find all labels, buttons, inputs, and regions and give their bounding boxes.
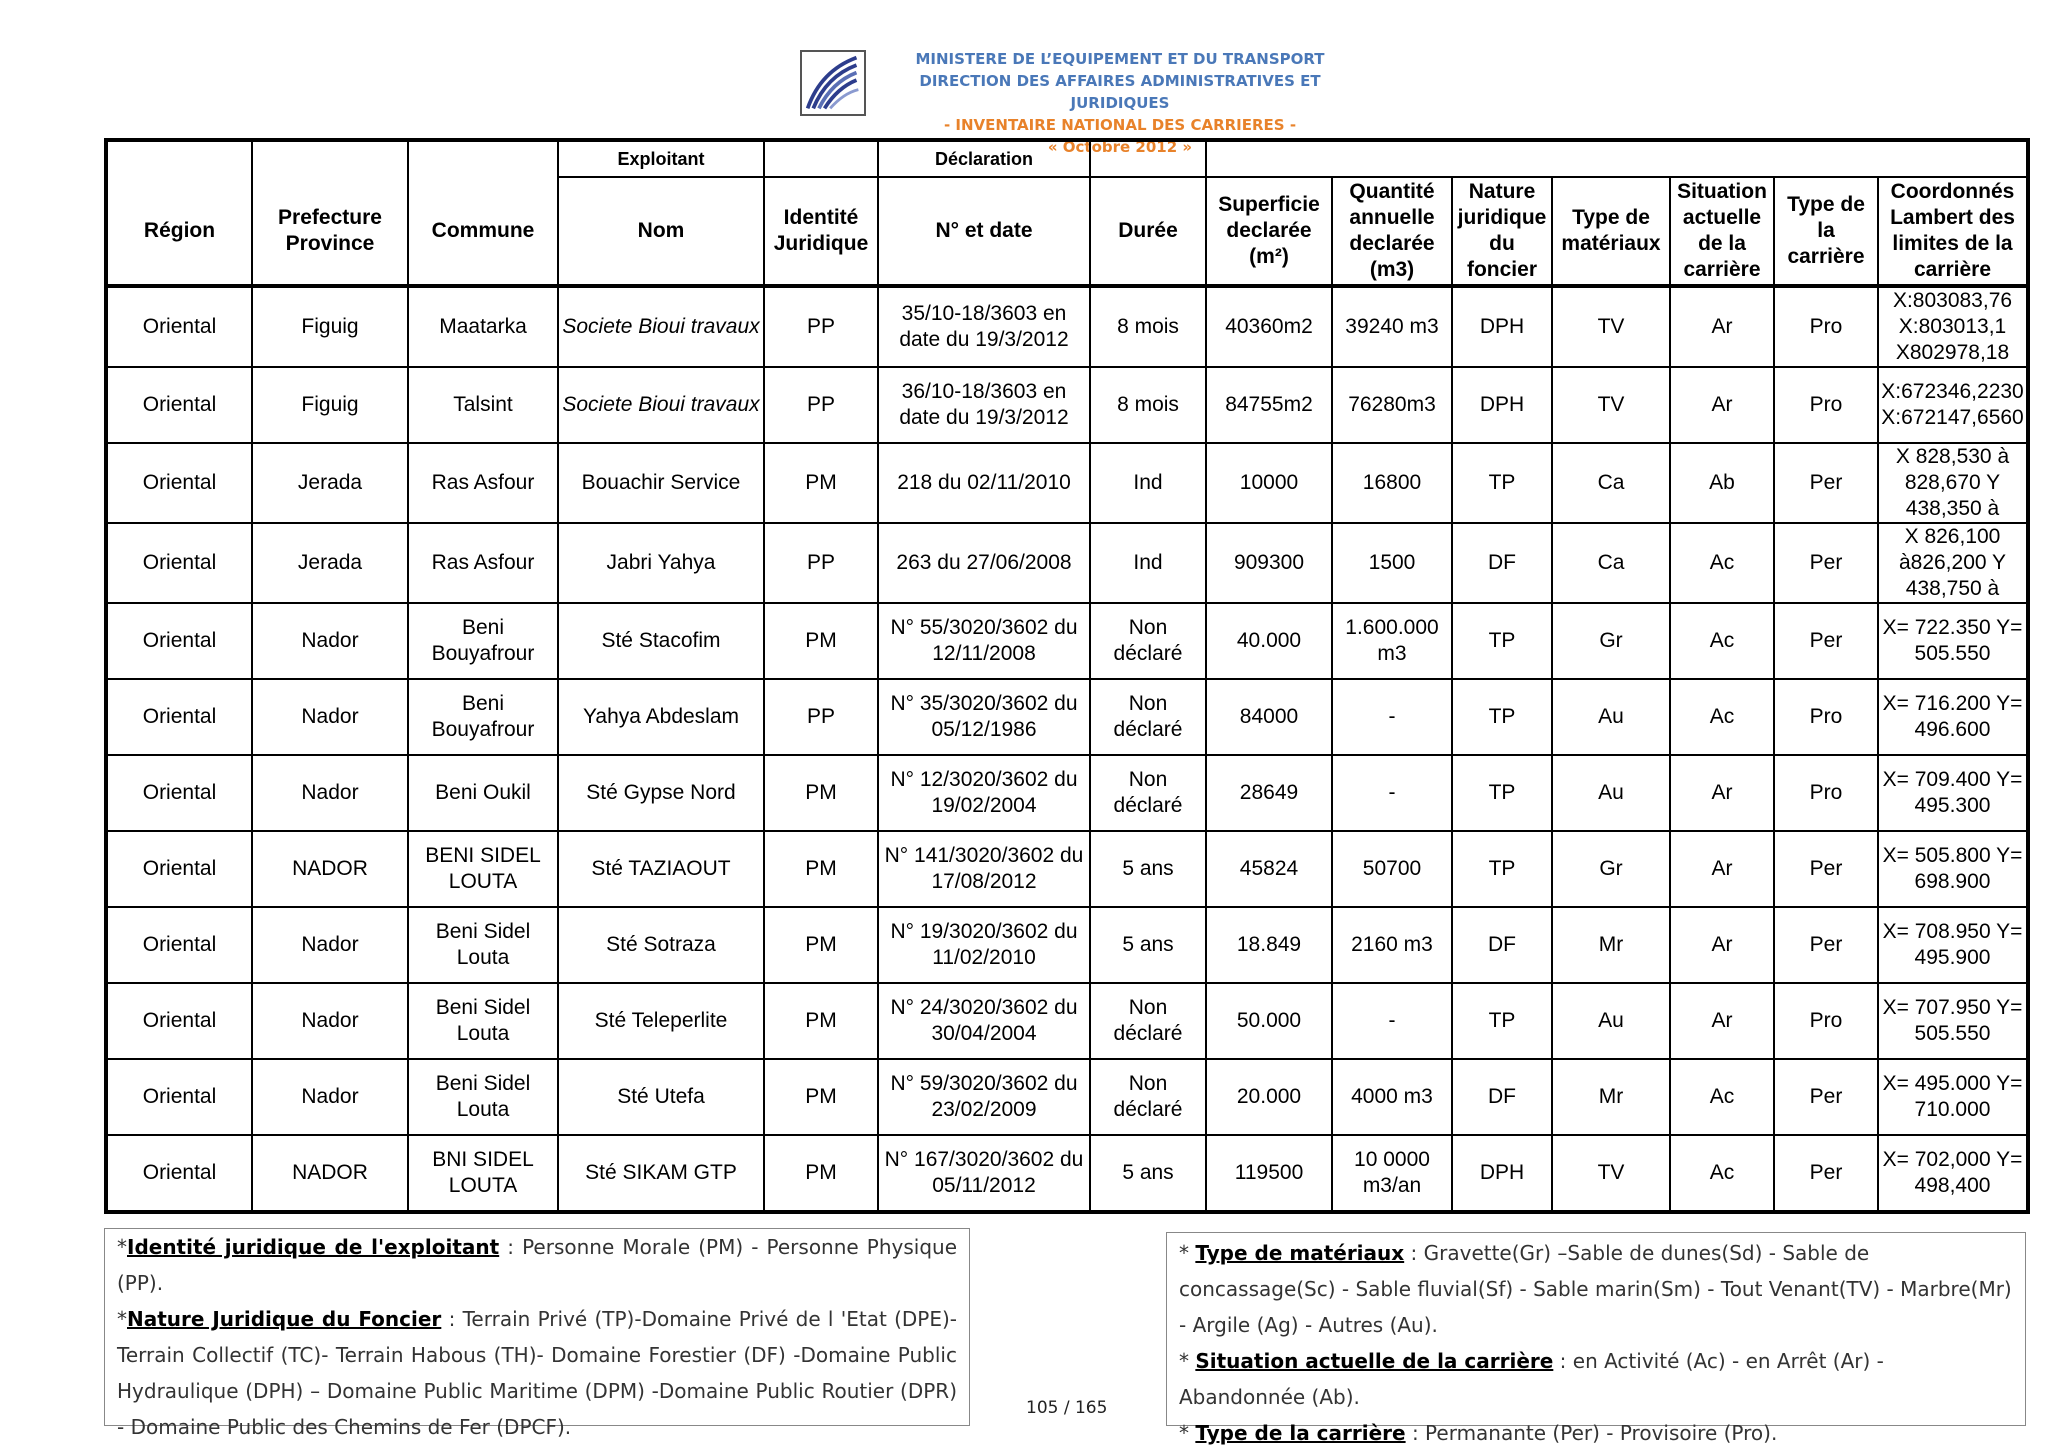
cell-commune: Beni Sidel Louta (408, 1059, 558, 1135)
cell-superficie: 10000 (1206, 443, 1332, 523)
cell-num-date: 218 du 02/11/2010 (878, 443, 1090, 523)
cell-type: Per (1774, 523, 1878, 603)
col-header-type: Type de la carrière (1774, 177, 1878, 286)
cell-identite: PM (764, 603, 878, 679)
cell-num-date: N° 35/3020/3602 du 05/12/1986 (878, 679, 1090, 755)
cell-duree: Non déclaré (1090, 1059, 1206, 1135)
cell-duree: Non déclaré (1090, 679, 1206, 755)
cell-coord: X= 702,000 Y= 498,400 (1878, 1135, 2028, 1212)
legend-right (1166, 1232, 2026, 1445)
cell-nom: Sté Teleperlite (558, 983, 764, 1059)
legend-nature-title: Nature Juridique du Foncier (127, 1307, 442, 1331)
legend-identite: *Identité juridique de l'exploitant : Personne Morale (PM) - Personne Physique (PP). (117, 1235, 958, 1295)
cell-region: Oriental (106, 679, 252, 755)
cell-coord: X= 495.000 Y= 710.000 (1878, 1059, 2028, 1135)
col-header-num-date: N° et date (878, 177, 1090, 286)
col-header-identite: Identité Juridique (764, 177, 878, 286)
cell-nom: Bouachir Service (558, 443, 764, 523)
cell-type: Per (1774, 831, 1878, 907)
cell-situation: Ac (1670, 1059, 1774, 1135)
legend-situation-title: Situation actuelle de la carrière (1195, 1349, 1554, 1373)
cell-num-date: N° 167/3020/3602 du 05/11/2012 (878, 1135, 1090, 1212)
legend-type-text: : Permanante (Per) - Provisoire (Pro). (1411, 1421, 1778, 1445)
group-header-declaration: Déclaration (878, 140, 1090, 177)
cell-identite: PP (764, 523, 878, 603)
legend-situation: * Situation actuelle de la carrière : en Activité (Ac) - en Arrêt (Ar) - Abandonnée (Ab). (1179, 1349, 1884, 1409)
cell-num-date: N° 59/3020/3602 du 23/02/2009 (878, 1059, 1090, 1135)
cell-coord: X= 709.400 Y= 495.300 (1878, 755, 2028, 831)
cell-commune: Beni Bouyafrour (408, 679, 558, 755)
cell-coord: X 826,100 à826,200 Y 438,750 à (1878, 523, 2028, 603)
cell-nom: Yahya Abdeslam (558, 679, 764, 755)
cell-superficie: 119500 (1206, 1135, 1332, 1212)
cell-superficie: 40.000 (1206, 603, 1332, 679)
cell-nature: TP (1452, 831, 1552, 907)
cell-materiaux: Mr (1552, 1059, 1670, 1135)
cell-commune: Beni Bouyafrour (408, 603, 558, 679)
cell-type: Per (1774, 443, 1878, 523)
cell-nature: TP (1452, 443, 1552, 523)
cell-province: Nador (252, 603, 408, 679)
cell-situation: Ar (1670, 907, 1774, 983)
cell-type: Pro (1774, 367, 1878, 443)
cell-coord: X:803083,76 X:803013,1 X802978,18 (1878, 286, 2028, 367)
legend-materiaux: * Type de matériaux : Gravette(Gr) –Sable de dunes(Sd) - Sable de concassage(Sc) - Sable fluvial(Sf) - Sable marin(Sm) - Tout Venant(TV) - Marbre(Mr) - Argile (Ag) - Autres (Au). (1179, 1241, 2012, 1337)
cell-num-date: N° 141/3020/3602 du 17/08/2012 (878, 831, 1090, 907)
cell-situation: Ar (1670, 367, 1774, 443)
cell-situation: Ar (1670, 286, 1774, 367)
cell-coord: X= 505.800 Y= 698.900 (1878, 831, 2028, 907)
cell-num-date: N° 24/3020/3602 du 30/04/2004 (878, 983, 1090, 1059)
cell-province: Jerada (252, 443, 408, 523)
col-header-commune: Commune (408, 177, 558, 286)
cell-nom: Societe Bioui travaux (558, 367, 764, 443)
legend-identite-text: : Personne Morale (PM) - Personne Physique (PP). (117, 1235, 958, 1295)
cell-commune: BENI SIDEL LOUTA (408, 831, 558, 907)
cell-region: Oriental (106, 983, 252, 1059)
table-row (106, 679, 2028, 755)
cell-province: NADOR (252, 831, 408, 907)
cell-duree: 8 mois (1090, 286, 1206, 367)
cell-region: Oriental (106, 523, 252, 603)
cell-identite: PP (764, 679, 878, 755)
cell-coord: X 828,530 à 828,670 Y 438,350 à (1878, 443, 2028, 523)
cell-nature: DPH (1452, 1135, 1552, 1212)
cell-duree: Non déclaré (1090, 755, 1206, 831)
legend-nature-text: : Terrain Privé (TP)-Domaine Privé de l 'Etat (DPE)- Terrain Collectif (TC)- Terrain Habous (TH)- Domaine Forestier (DF) -Domaine Public Hydraulique (DPH) – Domaine Public Maritime (DPM) -Domaine Public Routier (DPR) - Domaine Public des Chemins de Fer (DPCF). (117, 1307, 958, 1439)
table-body (106, 286, 2028, 1212)
cell-superficie: 18.849 (1206, 907, 1332, 983)
document-header (800, 48, 1360, 156)
col-header-nature: Nature juridique du foncier (1452, 177, 1552, 286)
quarry-inventory-table (104, 138, 2030, 1214)
cell-commune: Ras Asfour (408, 443, 558, 523)
cell-quantite: 2160 m3 (1332, 907, 1452, 983)
table-row (106, 443, 2028, 523)
table-row (106, 983, 2028, 1059)
cell-identite: PM (764, 755, 878, 831)
cell-identite: PM (764, 1059, 878, 1135)
cell-superficie: 45824 (1206, 831, 1332, 907)
cell-materiaux: Mr (1552, 907, 1670, 983)
cell-identite: PM (764, 443, 878, 523)
cell-superficie: 50.000 (1206, 983, 1332, 1059)
cell-materiaux: Au (1552, 755, 1670, 831)
cell-quantite: - (1332, 679, 1452, 755)
col-header-materiaux: Type de matériaux (1552, 177, 1670, 286)
cell-region: Oriental (106, 1059, 252, 1135)
cell-nature: DPH (1452, 286, 1552, 367)
legend-type-title: Type de la carrière (1195, 1421, 1406, 1445)
cell-region: Oriental (106, 755, 252, 831)
cell-quantite: 4000 m3 (1332, 1059, 1452, 1135)
cell-region: Oriental (106, 1135, 252, 1212)
cell-quantite: - (1332, 983, 1452, 1059)
cell-nature: TP (1452, 603, 1552, 679)
table-row (106, 755, 2028, 831)
cell-type: Pro (1774, 755, 1878, 831)
cell-type: Per (1774, 603, 1878, 679)
cell-materiaux: Gr (1552, 603, 1670, 679)
direction-title: DIRECTION DES AFFAIRES ADMINISTRATIVES ET JURIDIQUES (919, 72, 1321, 112)
cell-province: Nador (252, 679, 408, 755)
ministry-logo (800, 50, 866, 116)
cell-type: Pro (1774, 286, 1878, 367)
table-row (106, 907, 2028, 983)
cell-province: Nador (252, 1059, 408, 1135)
cell-region: Oriental (106, 367, 252, 443)
legend-left (104, 1228, 970, 1439)
table-group-header-row (106, 140, 2028, 177)
legend-type: * Type de la carrière : Permanante (Per) - Provisoire (Pro). (1179, 1421, 1778, 1445)
cell-commune: Beni Sidel Louta (408, 907, 558, 983)
cell-num-date: N° 55/3020/3602 du 12/11/2008 (878, 603, 1090, 679)
cell-identite: PM (764, 907, 878, 983)
cell-type: Pro (1774, 983, 1878, 1059)
cell-situation: Ac (1670, 1135, 1774, 1212)
table-row (106, 1135, 2028, 1212)
cell-nature: DF (1452, 907, 1552, 983)
cell-coord: X= 707.950 Y= 505.550 (1878, 983, 2028, 1059)
cell-superficie: 909300 (1206, 523, 1332, 603)
table-header-row (106, 177, 2028, 286)
col-header-superficie: Superficie declarée (m²) (1206, 177, 1332, 286)
table-row (106, 523, 2028, 603)
cell-nom: Sté Stacofim (558, 603, 764, 679)
cell-superficie: 84755m2 (1206, 367, 1332, 443)
legend-materiaux-title: Type de matériaux (1195, 1241, 1405, 1265)
cell-duree: Non déclaré (1090, 603, 1206, 679)
cell-duree: 8 mois (1090, 367, 1206, 443)
group-header-exploitant: Exploitant (558, 140, 764, 177)
cell-superficie: 20.000 (1206, 1059, 1332, 1135)
cell-nature: TP (1452, 983, 1552, 1059)
cell-coord: X:672346,2230 X:672147,6560 (1878, 367, 2028, 443)
cell-situation: Ac (1670, 679, 1774, 755)
cell-coord: X= 716.200 Y= 496.600 (1878, 679, 2028, 755)
cell-situation: Ac (1670, 603, 1774, 679)
cell-region: Oriental (106, 831, 252, 907)
cell-num-date: 263 du 27/06/2008 (878, 523, 1090, 603)
cell-num-date: N° 12/3020/3602 du 19/02/2004 (878, 755, 1090, 831)
cell-province: Nador (252, 907, 408, 983)
cell-nom: Sté TAZIAOUT (558, 831, 764, 907)
cell-quantite: 50700 (1332, 831, 1452, 907)
col-header-region: Région (106, 177, 252, 286)
table-row (106, 286, 2028, 367)
cell-nom: Sté SIKAM GTP (558, 1135, 764, 1212)
inventory-title: - INVENTAIRE NATIONAL DES CARRIERES - (943, 116, 1297, 134)
cell-quantite: 10 0000 m3/an (1332, 1135, 1452, 1212)
cell-nom: Jabri Yahya (558, 523, 764, 603)
cell-nature: DPH (1452, 367, 1552, 443)
cell-commune: Ras Asfour (408, 523, 558, 603)
cell-duree: 5 ans (1090, 907, 1206, 983)
cell-quantite: 16800 (1332, 443, 1452, 523)
cell-province: Figuig (252, 286, 408, 367)
cell-nom: Sté Utefa (558, 1059, 764, 1135)
cell-materiaux: Ca (1552, 443, 1670, 523)
cell-commune: BNI SIDEL LOUTA (408, 1135, 558, 1212)
col-header-duree: Durée (1090, 177, 1206, 286)
cell-region: Oriental (106, 907, 252, 983)
page-number: 105 / 165 (1026, 1398, 1108, 1418)
cell-type: Pro (1774, 679, 1878, 755)
cell-province: Nador (252, 983, 408, 1059)
cell-nature: TP (1452, 755, 1552, 831)
cell-type: Per (1774, 1059, 1878, 1135)
cell-nature: DF (1452, 523, 1552, 603)
cell-materiaux: TV (1552, 286, 1670, 367)
cell-duree: Ind (1090, 523, 1206, 603)
cell-superficie: 84000 (1206, 679, 1332, 755)
cell-duree: Ind (1090, 443, 1206, 523)
cell-identite: PM (764, 1135, 878, 1212)
cell-identite: PP (764, 286, 878, 367)
col-header-coord: Coordonnés Lambert des limites de la carrière (1878, 177, 2028, 286)
cell-type: Per (1774, 907, 1878, 983)
cell-province: NADOR (252, 1135, 408, 1212)
cell-region: Oriental (106, 286, 252, 367)
cell-materiaux: Au (1552, 983, 1670, 1059)
cell-commune: Talsint (408, 367, 558, 443)
cell-materiaux: Ca (1552, 523, 1670, 603)
table-row (106, 831, 2028, 907)
cell-nature: DF (1452, 1059, 1552, 1135)
legend-identite-title: Identité juridique de l'exploitant (127, 1235, 500, 1259)
cell-num-date: 35/10-18/3603 en date du 19/3/2012 (878, 286, 1090, 367)
cell-quantite: 76280m3 (1332, 367, 1452, 443)
cell-province: Figuig (252, 367, 408, 443)
cell-quantite: 1500 (1332, 523, 1452, 603)
col-header-province: Prefecture Province (252, 177, 408, 286)
legend-nature: *Nature Juridique du Foncier : Terrain Privé (TP)-Domaine Privé de l 'Etat (DPE)- Terrain Collectif (TC)- Terrain Habous (TH)- Domaine Forestier (DF) -Domaine Public Hydraulique (DPH) – Domaine Public Maritime (DPM) -Domaine Public Routier (DPR) - Domaine Public des Chemins de Fer (DPCF). (117, 1307, 958, 1439)
cell-duree: 5 ans (1090, 1135, 1206, 1212)
legend-situation-text: : en Activité (Ac) - en Arrêt (Ar) - Abandonnée (Ab). (1179, 1349, 1884, 1409)
cell-num-date: 36/10-18/3603 en date du 19/3/2012 (878, 367, 1090, 443)
cell-region: Oriental (106, 443, 252, 523)
table-row (106, 1059, 2028, 1135)
cell-commune: Maatarka (408, 286, 558, 367)
cell-quantite: - (1332, 755, 1452, 831)
cell-materiaux: Au (1552, 679, 1670, 755)
cell-superficie: 40360m2 (1206, 286, 1332, 367)
table-row (106, 603, 2028, 679)
cell-situation: Ab (1670, 443, 1774, 523)
cell-coord: X= 708.950 Y= 495.900 (1878, 907, 2028, 983)
cell-situation: Ar (1670, 755, 1774, 831)
cell-superficie: 28649 (1206, 755, 1332, 831)
cell-situation: Ac (1670, 523, 1774, 603)
cell-commune: Beni Sidel Louta (408, 983, 558, 1059)
cell-type: Per (1774, 1135, 1878, 1212)
cell-num-date: N° 19/3020/3602 du 11/02/2010 (878, 907, 1090, 983)
cell-materiaux: TV (1552, 1135, 1670, 1212)
ministry-title: MINISTERE DE L’EQUIPEMENT ET DU TRANSPORT (915, 50, 1325, 68)
col-header-situation: Situation actuelle de la carrière (1670, 177, 1774, 286)
cell-materiaux: TV (1552, 367, 1670, 443)
cell-identite: PM (764, 983, 878, 1059)
cell-commune: Beni Oukil (408, 755, 558, 831)
cell-situation: Ar (1670, 983, 1774, 1059)
cell-nature: TP (1452, 679, 1552, 755)
col-header-nom: Nom (558, 177, 764, 286)
cell-nom: Sté Sotraza (558, 907, 764, 983)
date-title: « Octobre 2012 » (1047, 138, 1193, 156)
legend-materiaux-text: : Gravette(Gr) –Sable de dunes(Sd) - Sable de concassage(Sc) - Sable fluvial(Sf) - Sable marin(Sm) - Tout Venant(TV) - Marbre(Mr) - Argile (Ag) - Autres (Au). (1179, 1241, 2012, 1337)
cell-materiaux: Gr (1552, 831, 1670, 907)
cell-quantite: 39240 m3 (1332, 286, 1452, 367)
cell-province: Jerada (252, 523, 408, 603)
cell-duree: 5 ans (1090, 831, 1206, 907)
cell-identite: PM (764, 831, 878, 907)
cell-identite: PP (764, 367, 878, 443)
col-header-quantite: Quantité annuelle declarée (m3) (1332, 177, 1452, 286)
table-row (106, 367, 2028, 443)
cell-province: Nador (252, 755, 408, 831)
cell-nom: Sté Gypse Nord (558, 755, 764, 831)
cell-region: Oriental (106, 603, 252, 679)
cell-situation: Ar (1670, 831, 1774, 907)
cell-coord: X= 722.350 Y= 505.550 (1878, 603, 2028, 679)
cell-duree: Non déclaré (1090, 983, 1206, 1059)
cell-nom: Societe Bioui travaux (558, 286, 764, 367)
cell-quantite: 1.600.000 m3 (1332, 603, 1452, 679)
